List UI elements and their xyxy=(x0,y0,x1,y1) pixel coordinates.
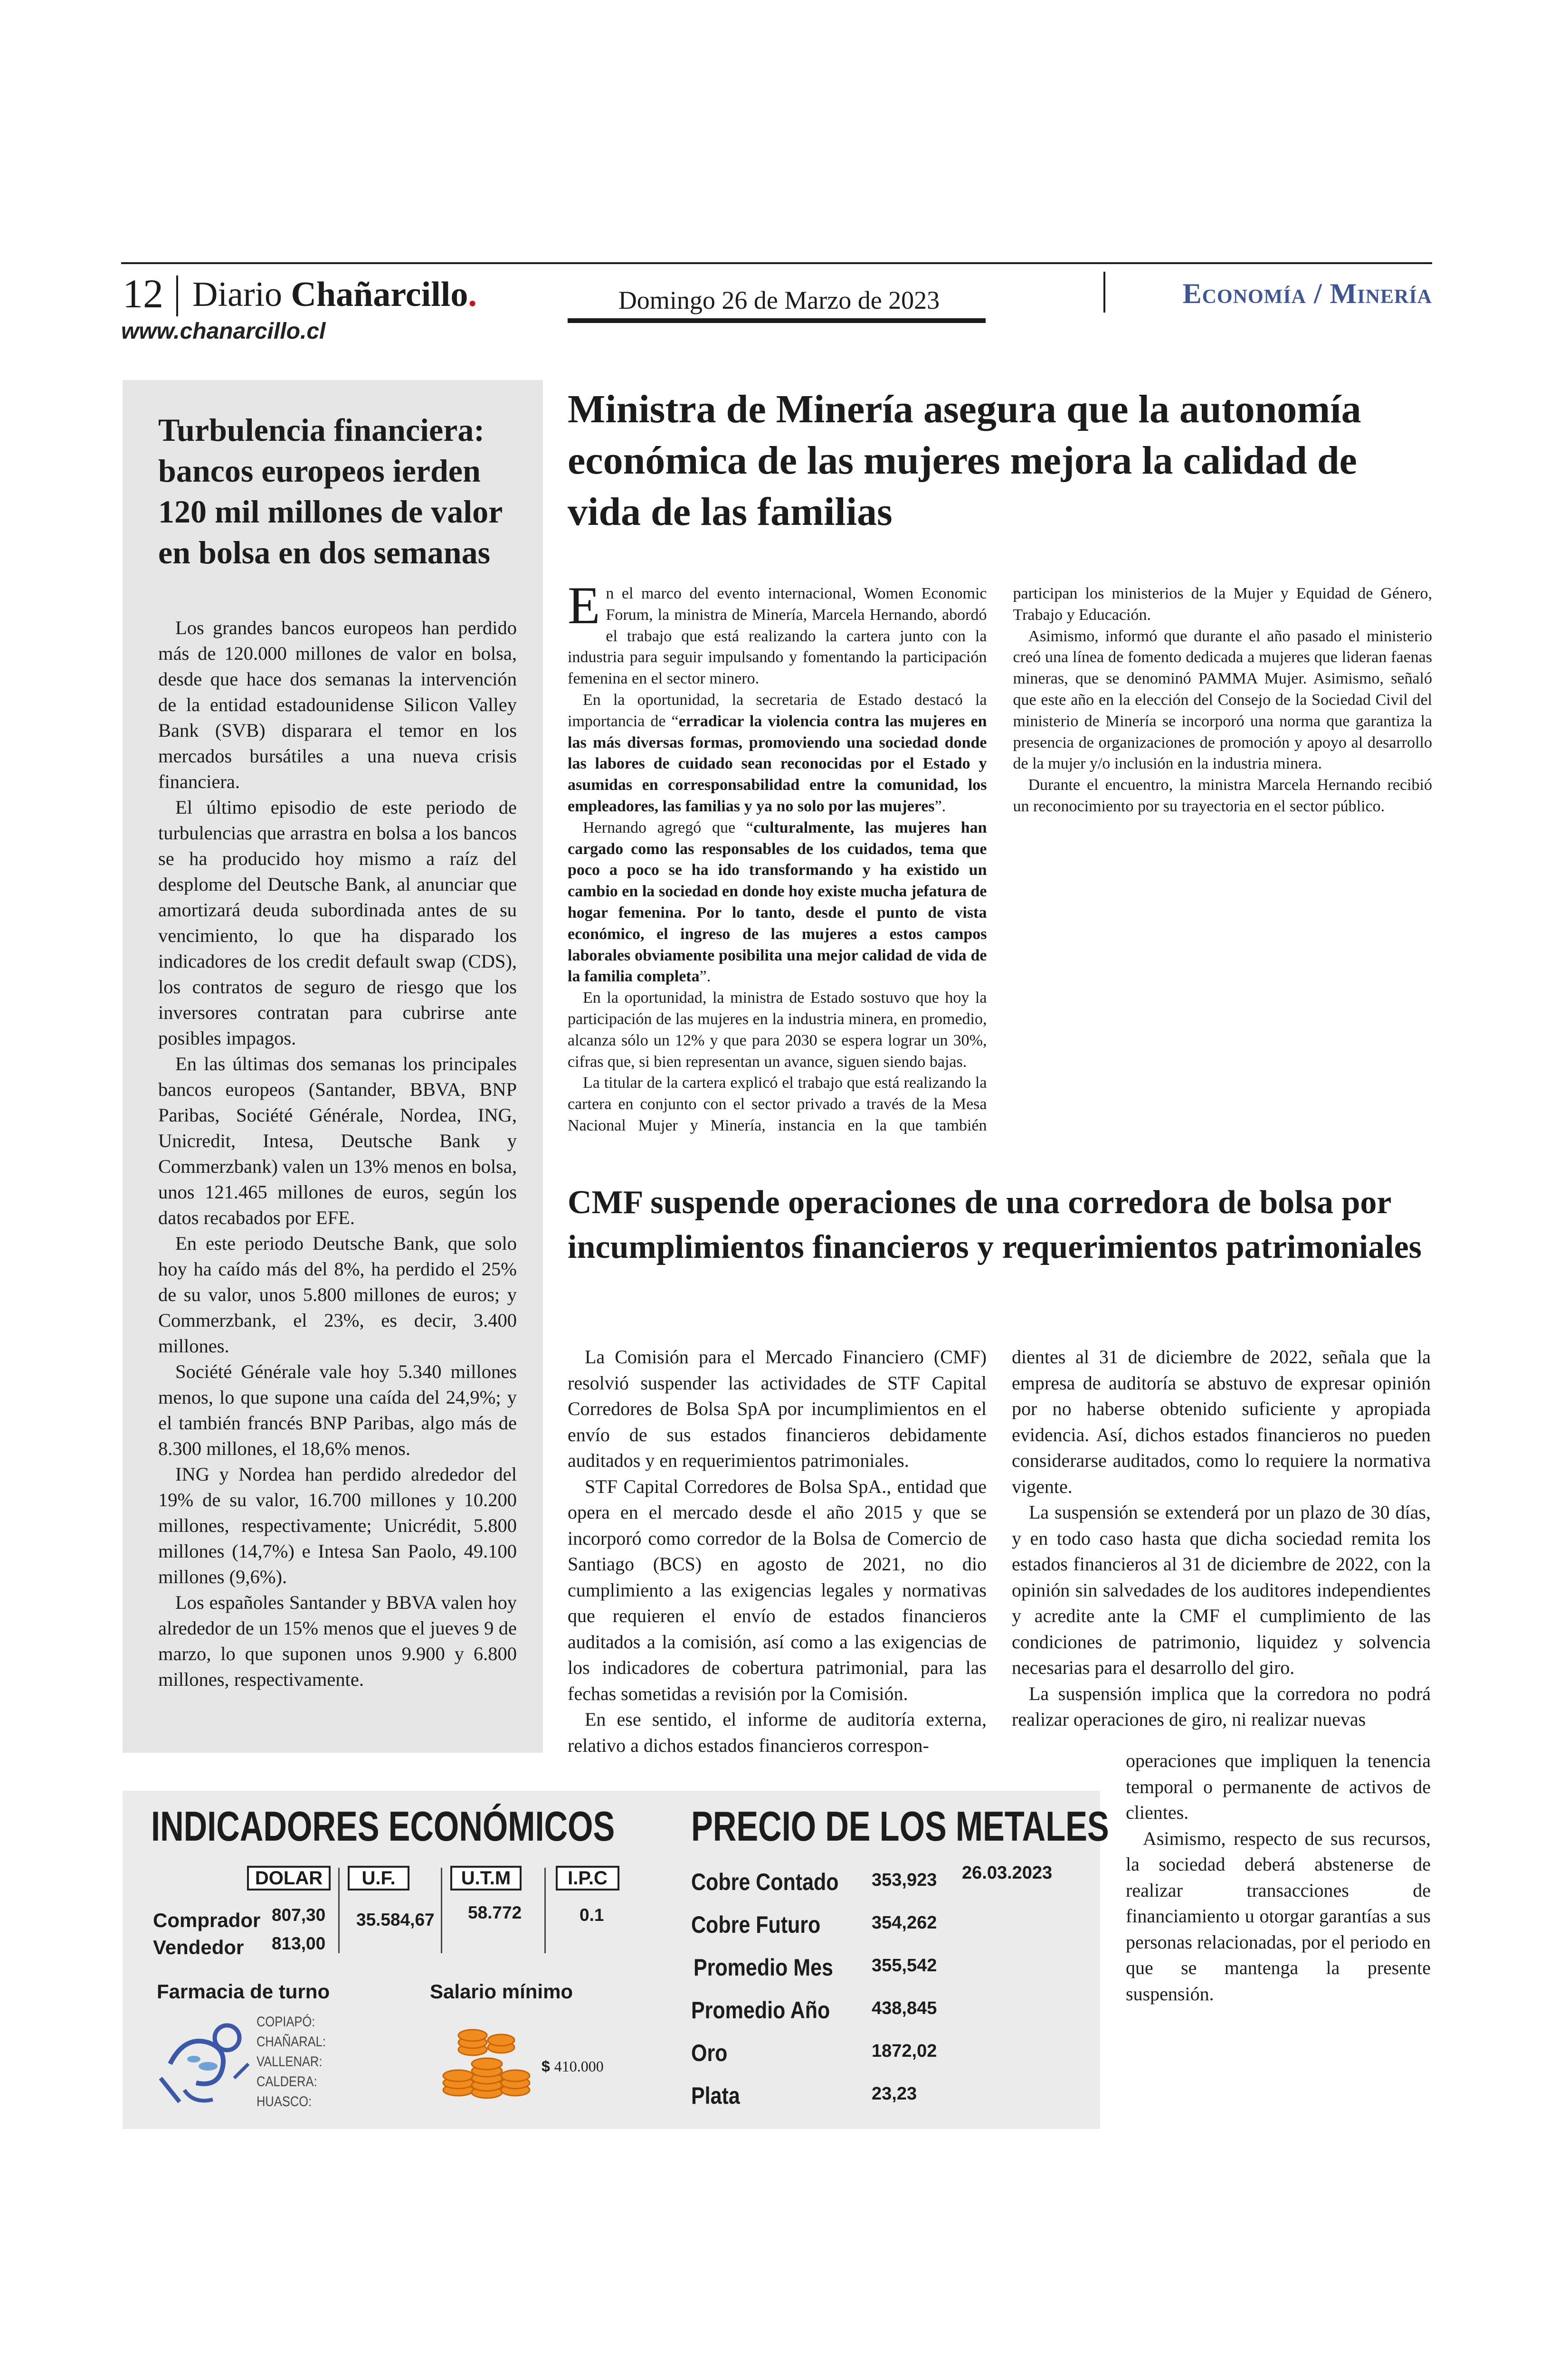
pharmacy-title: Farmacia de turno xyxy=(157,1980,330,2003)
article2-paragraph: La suspensión implica que la corredora no podrá realizar operaciones de giro, ni realizar nuevas xyxy=(1012,1682,1431,1730)
text-span: ”. xyxy=(699,968,711,986)
article2-paragraph: Asimismo, respecto de sus recursos, la sociedad deberá abstenerse de realizar transacciones de financiamiento u otorgar garantías a sus personas relacionadas, por el periodo en que se mantenga la presente suspensión. xyxy=(1126,1827,1431,2004)
header-top-rule xyxy=(121,262,1432,264)
uf-value: 35.584,67 xyxy=(356,1910,435,1929)
coins-icon xyxy=(439,2014,534,2109)
article2-paragraph: La suspensión se extenderá por un plazo de 30 días, y en todo caso hasta que dicha sociedad remita los estados financieros al 31 de diciembre de 2022, con la opinión sin salvedades de los auditores independientes y acredite ante la CMF el cumplimiento de las condiciones de patrimonio, liquidez y solvencia necesarias para el desarrollo del giro. xyxy=(1012,1501,1431,1678)
header-divider xyxy=(176,276,178,316)
wage-amount: 410.000 xyxy=(554,2058,604,2075)
column-divider xyxy=(441,1868,442,1953)
metal-name: Plata xyxy=(691,2082,740,2109)
dolar-sell-value: 813,00 xyxy=(272,1934,326,1953)
masthead-dot: . xyxy=(468,275,477,314)
article1-paragraph xyxy=(568,576,987,690)
dolar-buy-value: 807,30 xyxy=(272,1905,326,1925)
metal-name: Cobre Contado xyxy=(691,1869,839,1895)
article2-paragraph: operaciones que impliquen la tenencia temporal o permanente de activos de clientes. xyxy=(1126,1750,1431,1823)
issue-date: Domingo 26 de Marzo de 2023 xyxy=(618,286,940,314)
text-span: ”. xyxy=(934,797,946,815)
article1-paragraph xyxy=(568,817,987,988)
masthead xyxy=(192,272,477,317)
ipc-value: 0.1 xyxy=(580,1905,604,1925)
sidebar-headline: Turbulencia financiera: bancos europeos ierden 120 mil millones de valor en bolsa en dos semanas xyxy=(158,412,503,570)
article2-paragraph: La Comisión para el Mercado Financiero (CMF) resolvió suspender las actividades de STF Capital Corredores de Bolsa SpA por incumplimientos en el envío de sus estados financieros debidamente auditados y en requerimientos patrimoniales. xyxy=(568,1346,987,1471)
metal-name: Promedio Mes xyxy=(694,1954,833,1981)
metals-date: 26.03.2023 xyxy=(962,1863,1053,1883)
ipc-tab: I.P.C xyxy=(556,1866,619,1890)
dolar-tab: DOLAR xyxy=(247,1866,331,1890)
pharmacy-icon xyxy=(151,2007,260,2116)
sidebar-paragraph: Los grandes bancos europeos han perdido más de 120.000 millones de valor en bolsa, desde que hace dos semanas la intervención de la entidad estadounidense Silicon Valley Bank (SVB) disparara el temor en los mercados bursátiles a una nueva crisis financiera. xyxy=(158,617,517,792)
sidebar-paragraph: Société Générale vale hoy 5.340 millones menos, lo que supone una caída del 24,9%; y el también francés BNP Paribas, algo más de 8.300 millones, el 18,6% menos. xyxy=(158,1361,517,1459)
metal-value: 353,923 xyxy=(872,1870,937,1890)
wage-value xyxy=(542,2056,604,2077)
article2-column-3 xyxy=(1126,1748,1431,2007)
sidebar-paragraph: En las últimas dos semanas los principales bancos europeos (Santander, BBVA, BNP Paribas, Société Générale, Nordea, ING, Unicredit, Intesa, Deutsche Bank y Commerzbank) valen un 13% menos en bolsa, unos 121.465 millones de euros, según los datos recabados por EFE. xyxy=(158,1053,517,1228)
utm-value: 58.772 xyxy=(468,1903,522,1922)
column-divider xyxy=(544,1868,546,1953)
bold-quote: culturalmente, las mujeres han cargado como las responsables de los cuidados, tema que poco a poco se ha ido transformando y ha existido un cambio en la sociedad en donde hoy existe mucha jefatura de hogar femenina. Por lo tanto, desde el punto de vista económico, el ingreso de las mujeres a estos campos laborales obviamente posibilita una mejor calidad de vida de la familia completa xyxy=(568,818,987,986)
sidebar-paragraph: El último episodio de este periodo de turbulencias que arrastra en bolsa a los bancos se ha producido hoy mismo a raíz del desplome del Deutsche Bank, al anunciar que amortizará deuda subordinada antes de su vencimiento, lo que ha disparado los indicadores de los credit default swap (CDS), los contratos de seguro de riesgo que los inversores contratan para cubrirse ante posibles impagos. xyxy=(158,797,517,1049)
sidebar-paragraph: ING y Nordea han perdido alrededor del 19% de su valor, 16.700 millones y 10.200 millones, respectivamente; Unicrédit, 5.800 millones (14,7%) e Intesa San Paolo, 49.100 millones (9,6%). xyxy=(158,1463,517,1587)
town-copiapo: COPIAPÓ: xyxy=(257,2014,315,2030)
town-chanaral: CHAÑARAL: xyxy=(257,2034,326,2050)
metals-title: PRECIO DE LOS METALES xyxy=(691,1803,1109,1850)
article1-lead: n el marco del evento internacional, Women Economic Forum, la ministra de Minería, Marcela Hernando, abordó el trabajo que está realizando la cartera junto con la industria para seguir impulsando y fomentando la participación femenina en el sector minero. xyxy=(568,585,987,688)
article1-paragraph xyxy=(568,690,987,817)
seller-label: Vendedor xyxy=(153,1936,244,1958)
article1-paragraph: Asimismo, informó que durante el año pasado el ministerio creó una línea de fomento dedicada a mujeres que lideran faenas mineras, que se denominó PAMMA Mujer. Asimismo, señaló que este año en la elección del Consejo de la Sociedad Civil del ministerio de Minería se incorporó una norma que garantiza la presencia de organizaciones de promoción y apoyo al desarrollo de la mujer y/o inclusión en la industria minera. xyxy=(1013,627,1432,773)
buyer-label: Comprador xyxy=(153,1909,261,1931)
website-url[interactable]: www.chanarcillo.cl xyxy=(121,319,326,344)
section-divider xyxy=(1103,272,1105,313)
article2-headline: CMF suspende operaciones de una corredora de bolsa por incumplimientos financieros y requerimientos patrimoniales xyxy=(568,1184,1422,1265)
bold-quote: erradicar la violencia contra las mujeres en las más diversas formas, promoviendo una sociedad donde las labores de cuidado sean reconocidas por el Estado y asumidas en corresponsabilidad entre la comunidad, los empleadores, las familias y ya no solo por las mujeres xyxy=(568,712,987,815)
metal-value: 355,542 xyxy=(872,1956,937,1976)
indicators-title: INDICADORES ECONÓMICOS xyxy=(151,1803,615,1850)
text-span: En la oportunidad, la secretaria de Estado destacó la importancia de “ xyxy=(568,691,987,730)
article2-paragraph: STF Capital Corredores de Bolsa SpA., entidad que opera en el mercado desde el año 2015 y que se incorporó como corredor de la Bolsa de Comercio de Santiago (BCS) en agosto de 2021, no dio cumplimiento a las exigencias legales y normativas que requieren el envío de estados financieros auditados a la comisión, así como a las exigencias de los indicadores de cobertura patrimonial, para las fechas sometidas a revisión por la Comisión. xyxy=(568,1475,987,1704)
section-label: Economía / Minería xyxy=(1182,278,1432,309)
date-underline xyxy=(568,318,986,323)
metal-value: 354,262 xyxy=(872,1913,937,1933)
metal-name: Cobre Futuro xyxy=(691,1911,821,1938)
town-vallenar: VALLENAR: xyxy=(257,2054,323,2070)
metal-name: Promedio Año xyxy=(691,1997,830,2024)
town-huasco: HUASCO: xyxy=(257,2094,312,2109)
article2-paragraph: En ese sentido, el informe de auditoría externa, relativo a dichos estados financieros correspon- xyxy=(568,1709,987,1756)
metal-name: Oro xyxy=(691,2040,728,2066)
article2-column-1 xyxy=(568,1344,987,1762)
article1-headline: Ministra de Minería asegura que la autonomía económica de las mujeres mejora la calidad de vida de las familias xyxy=(568,387,1361,534)
masthead-bold: Chañarcillo xyxy=(291,275,468,314)
page-number: 12 xyxy=(123,271,163,316)
metal-value: 438,845 xyxy=(872,1998,937,2018)
dropcap: E xyxy=(568,576,600,635)
sidebar-paragraph: En este periodo Deutsche Bank, que solo hoy ha caído más del 8%, ha perdido el 25% de su valor, unos 5.800 millones de euros; y Commerzbank, el 23%, es decir, 3.400 millones. xyxy=(158,1233,517,1357)
masthead-regular: Diario xyxy=(192,275,291,314)
article1-paragraph: La titular de la cartera explicó el trabajo que está realizando la cartera en conjunto con el sector privado a través de la Mesa Nacional Mujer y Minería, instancia en la que también participan los ministerios de la Mujer y Equidad de Género, Trabajo y Educación. xyxy=(568,585,1432,1134)
article1-paragraph: Durante el encuentro, la ministra Marcela Hernando recibió un reconocimiento por su trayectoria en el sector público. xyxy=(1013,776,1432,815)
town-caldera: CALDERA: xyxy=(257,2074,317,2090)
wage-currency: $ xyxy=(542,2058,550,2075)
uf-tab: U.F. xyxy=(348,1866,409,1890)
utm-tab: U.T.M xyxy=(450,1866,522,1890)
article1-body xyxy=(568,576,1432,1158)
article2-column-2 xyxy=(1012,1344,1431,1743)
article2-paragraph: dientes al 31 de diciembre de 2022, señala que la empresa de auditoría se abstuvo de expresar opinión por no haberse obtenido suficiente y apropiada evidencia. Así, dichos estados financieros no pueden considerarse auditados, como lo requiere la normativa vigente. xyxy=(1012,1346,1431,1497)
minimum-wage-title: Salario mínimo xyxy=(430,1980,573,2003)
sidebar-paragraph: Los españoles Santander y BBVA valen hoy alrededor de un 15% menos que el jueves 9 de marzo, lo que suponen unos 9.900 y 6.800 millones, respectivamente. xyxy=(158,1592,517,1690)
text-span: Hernando agregó que “ xyxy=(583,818,753,836)
metal-value: 23,23 xyxy=(872,2084,917,2104)
sidebar-body xyxy=(158,615,517,1692)
metal-value: 1872,02 xyxy=(872,2041,937,2061)
column-divider xyxy=(338,1868,340,1953)
article1-paragraph: En la oportunidad, la ministra de Estado sostuvo que hoy la participación de las mujeres en la industria minera, en promedio, alcanza sólo un 12% y que para 2030 se espera lograr un 30%, cifras que, si bien representan un avance, siguen siendo bajas. xyxy=(568,989,987,1071)
